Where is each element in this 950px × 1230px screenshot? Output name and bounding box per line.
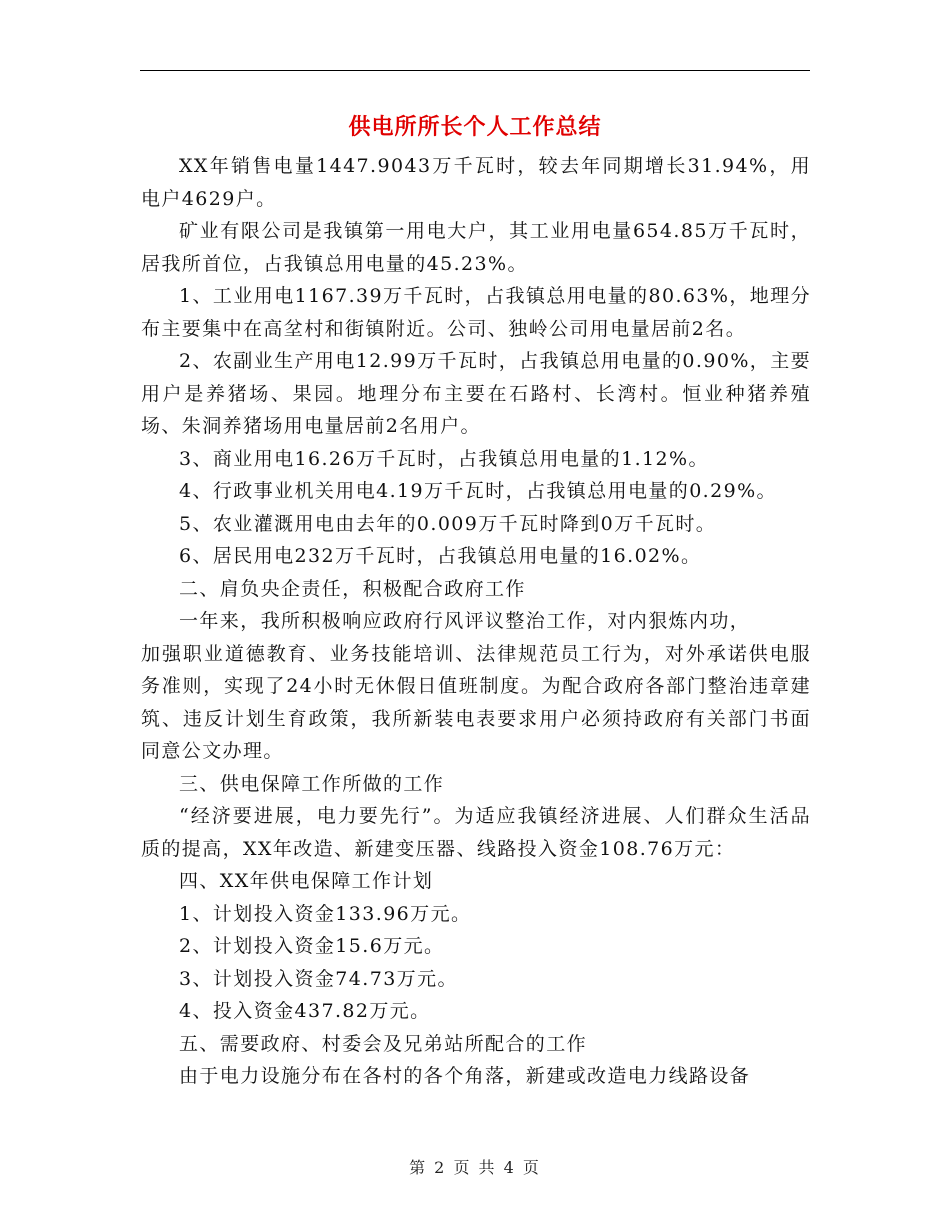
section-heading: 二、肩负央企责任，积极配合政府工作 bbox=[179, 577, 526, 600]
paragraph: 6、居民用电232万千瓦时，占我镇总用电量的16.02%。 bbox=[179, 545, 702, 567]
document-title: 供电所所长个人工作总结 bbox=[348, 114, 602, 140]
section-heading: 五、需要政府、村委会及兄弟站所配合的工作 bbox=[179, 1032, 588, 1055]
section-heading: 三、供电保障工作所做的工作 bbox=[179, 772, 445, 795]
document-body bbox=[141, 150, 811, 1093]
section-heading: 四、XX年供电保障工作计划 bbox=[179, 870, 434, 892]
paragraph: XX年销售电量1447.9043万千瓦时，较去年同期增长31.94%，用电户4629户。 bbox=[141, 155, 811, 210]
page-number-footer: 第 2 页 共 4 页 bbox=[409, 1158, 541, 1177]
paragraph: 加强职业道德教育、业务技能培训、法律规范员工行为，对外承诺供电服务准则，实现了24小时无休假日值班制度。为配合政府各部门整治违章建筑、违反计划生育政策，我所新装电表要求用户必须持政府有关部门书面同意公文办理。 bbox=[141, 642, 811, 762]
paragraph: 由于电力设施分布在各村的各个角落，新建或改造电力线路设备 bbox=[179, 1065, 751, 1087]
paragraph: 2、农副业生产用电12.99万千瓦时，占我镇总用电量的0.90%，主要用户是养猪场、果园。地理分布主要在石路村、长湾村。恒业种猪养殖场、朱洞养猪场用电量居前2名用户。 bbox=[141, 350, 811, 437]
paragraph: “经济要进展，电力要先行”。为适应我镇经济进展、人们群众生活品质的提高，XX年改造、新建变压器、线路投入资金108.76万元： bbox=[141, 805, 811, 860]
paragraph: 1、计划投入资金133.96万元。 bbox=[179, 902, 472, 925]
header-rule bbox=[140, 70, 810, 71]
paragraph: 4、投入资金437.82万元。 bbox=[179, 1000, 431, 1022]
paragraph: 5、农业灌溉用电由去年的0.009万千瓦时降到0万千瓦时。 bbox=[179, 512, 717, 535]
paragraph: 1、工业用电1167.39万千瓦时，占我镇总用电量的80.63%，地理分布主要集中在高坌村和街镇附近。公司、独岭公司用电量居前2名。 bbox=[141, 285, 811, 340]
paragraph: 3、计划投入资金74.73万元。 bbox=[179, 967, 458, 990]
paragraph: 矿业有限公司是我镇第一用电大户，其工业用电量654.85万千瓦时，居我所首位，占我镇总用电量的45.23%。 bbox=[141, 220, 811, 275]
paragraph: 3、商业用电16.26万千瓦时，占我镇总用电量的1.12%。 bbox=[179, 447, 709, 470]
paragraph: 4、行政事业机关用电4.19万千瓦时，占我镇总用电量的0.29%。 bbox=[179, 480, 777, 502]
paragraph: 一年来，我所积极响应政府行风评议整治工作，对内狠炼内功， bbox=[179, 610, 751, 632]
paragraph: 2、计划投入资金15.6万元。 bbox=[179, 935, 445, 957]
